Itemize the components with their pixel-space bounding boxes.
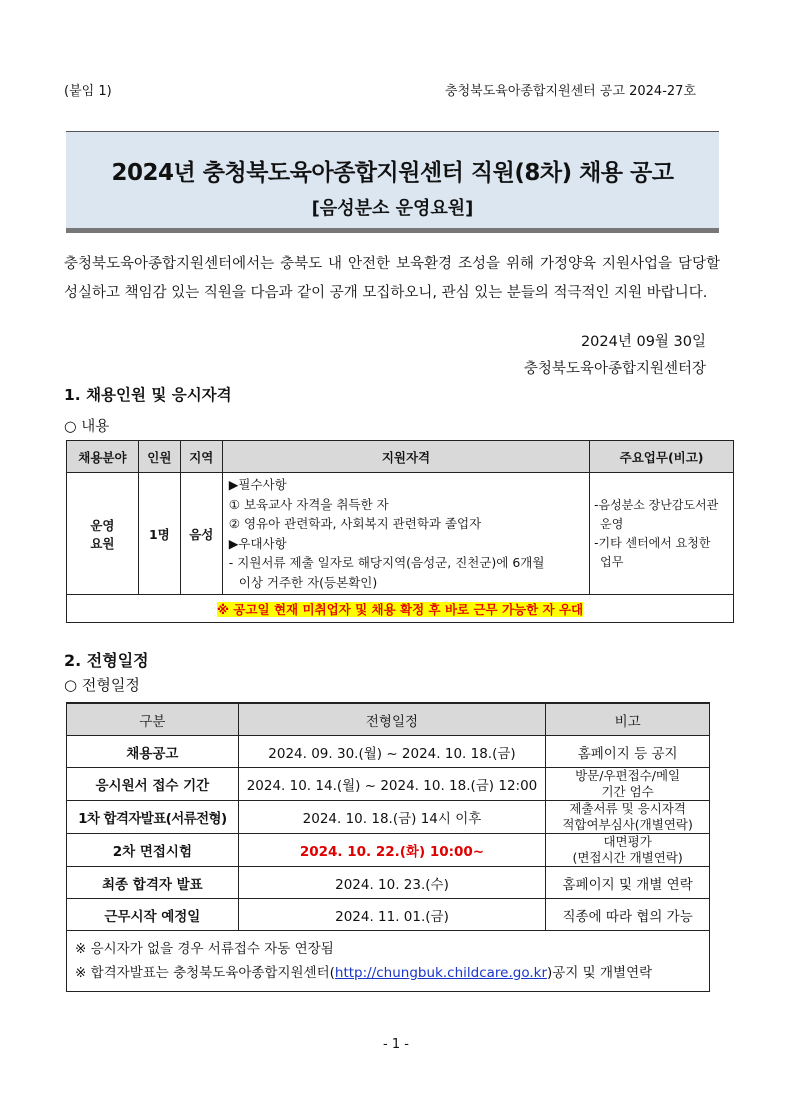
schedule-footnotes <box>67 931 710 992</box>
table-row <box>67 736 710 768</box>
header-schedule: 전형일정 <box>238 703 546 736</box>
schedule-cell: 2024. 10. 18.(금) 14시 이후 <box>238 801 546 834</box>
schedule-cell: 2024. 10. 23.(수) <box>238 867 546 899</box>
field-line2: 요원 <box>90 535 115 551</box>
count-cell: 1명 <box>138 473 180 595</box>
title-box <box>66 131 719 233</box>
page-subtitle: [음성분소 운영요원] <box>311 198 474 219</box>
schedule-cell: 2024. 09. 30.(월) ~ 2024. 10. 18.(금) <box>238 736 546 768</box>
stage-cell: 최종 합격자 발표 <box>67 867 239 899</box>
stage-cell: 채용공고 <box>67 736 239 768</box>
section1-subheading: ○ 내용 <box>64 419 110 435</box>
schedule-table <box>66 702 710 992</box>
preference-note: ※ 공고일 현재 미취업자 및 채용 확정 후 바로 근무 가능한 자 우대 <box>216 601 584 617</box>
table-row <box>67 899 710 931</box>
qual-line: ① 보육교사 자격을 취득한 자 <box>228 496 389 512</box>
preference-note-cell <box>67 595 734 623</box>
notice-number: 충청북도육아종합지원센터 공고 2024-27호 <box>445 84 696 99</box>
notice-date: 2024년 09월 30일 <box>580 334 706 350</box>
remarks-cell: 직종에 따라 협의 가능 <box>546 899 710 931</box>
remarks-line: 제출서류 및 응시자격 <box>569 801 686 816</box>
duties-cell <box>590 473 734 595</box>
remarks-cell: 홈페이지 및 개별 연락 <box>546 867 710 899</box>
page-title: 2024년 충청북도육아종합지원센터 직원(8차) 채용 공고 <box>111 160 674 186</box>
header-remarks: 비고 <box>546 703 710 736</box>
footnote-text-post: )공지 및 개별연락 <box>547 965 653 981</box>
recruitment-row <box>67 473 734 595</box>
qual-line: - 지원서류 제출 일자로 해당지역(음성군, 진천군)에 6개월 <box>228 555 545 570</box>
stage-cell: 1차 합격자발표(서류전형) <box>67 801 239 834</box>
recruitment-note-row <box>67 595 734 623</box>
footnote-text-pre: ※ 합격자발표는 충청북도육아종합지원센터( <box>75 965 335 981</box>
footnote-auto-extend: ※ 응시자가 없을 경우 서류접수 자동 연장됨 <box>75 941 334 957</box>
header-field: 채용분야 <box>67 441 139 473</box>
attachment-label: (붙임 1) <box>64 84 112 99</box>
stage-cell: 응시원서 접수 기간 <box>67 768 239 801</box>
duty-line: -음성분소 장난감도서관 <box>594 497 719 512</box>
section2-subheading: ○ 전형일정 <box>64 676 140 694</box>
stage-cell: 근무시작 예정일 <box>67 899 239 931</box>
schedule-cell: 2024. 11. 01.(금) <box>238 899 546 931</box>
header-stage: 구분 <box>67 703 239 736</box>
schedule-footnote-row <box>67 931 710 992</box>
region-cell: 음성 <box>180 473 222 595</box>
table-row <box>67 834 710 867</box>
recruitment-header-row <box>67 441 734 473</box>
center-website-link[interactable]: http://chungbuk.childcare.go.kr <box>334 965 548 981</box>
qual-line: ▶우대사항 <box>228 535 287 551</box>
remarks-cell: 홈페이지 등 공지 <box>546 736 710 768</box>
schedule-cell: 2024. 10. 14.(월) ~ 2024. 10. 18.(금) 12:00 <box>238 768 546 801</box>
duty-line: -기타 센터에서 요청한 <box>594 535 711 550</box>
intro-paragraph: 충청북도육아종합지원센터에서는 충북도 내 안전한 보육환경 조성을 위해 가정양육 지원사업을 담당할 성실하고 책임감 있는 직원을 다음과 같이 공개 모집하오니, 관심 있는 분들의 적극적인 지원 바랍니다. <box>64 256 720 301</box>
footnote-announcement <box>75 961 701 985</box>
field-line1: 운영 <box>90 517 115 533</box>
remarks-line: (면접시간 개별연락) <box>572 850 683 865</box>
duty-line: 운영 <box>600 516 624 531</box>
section2-heading: 2. 전형일정 <box>64 651 149 670</box>
qual-line: ② 영유아 관련학과, 사회복지 관련학과 졸업자 <box>228 516 482 531</box>
remarks-line: 대면평가 <box>603 834 652 849</box>
remarks-cell <box>546 768 710 801</box>
page-number: - 1 - <box>383 1037 409 1052</box>
qualification-cell <box>222 473 589 595</box>
table-row <box>67 801 710 834</box>
remarks-cell <box>546 834 710 867</box>
header-qualification: 지원자격 <box>222 441 589 473</box>
table-row <box>67 768 710 801</box>
duty-line: 업무 <box>600 554 624 569</box>
schedule-cell: 2024. 10. 22.(화) 10:00~ <box>238 834 546 867</box>
remarks-cell <box>546 801 710 834</box>
header-region: 지역 <box>180 441 222 473</box>
recruitment-table <box>66 440 734 623</box>
qual-line: 이상 거주한 자(등본확인) <box>238 574 378 590</box>
remarks-line: 적합여부심사(개별연락) <box>562 817 693 832</box>
section1-heading: 1. 채용인원 및 응시자격 <box>64 386 232 404</box>
schedule-header-row <box>67 703 710 736</box>
header-count: 인원 <box>138 441 180 473</box>
field-cell <box>67 473 139 595</box>
stage-cell: 2차 면접시험 <box>67 834 239 867</box>
remarks-line: 기간 엄수 <box>601 784 654 799</box>
signer: 충청북도육아종합지원센터장 <box>523 361 706 377</box>
header-duties: 주요업무(비고) <box>590 441 734 473</box>
table-row <box>67 867 710 899</box>
remarks-line: 방문/우편접수/메일 <box>575 768 681 783</box>
qual-line: ▶필수사항 <box>228 477 287 492</box>
